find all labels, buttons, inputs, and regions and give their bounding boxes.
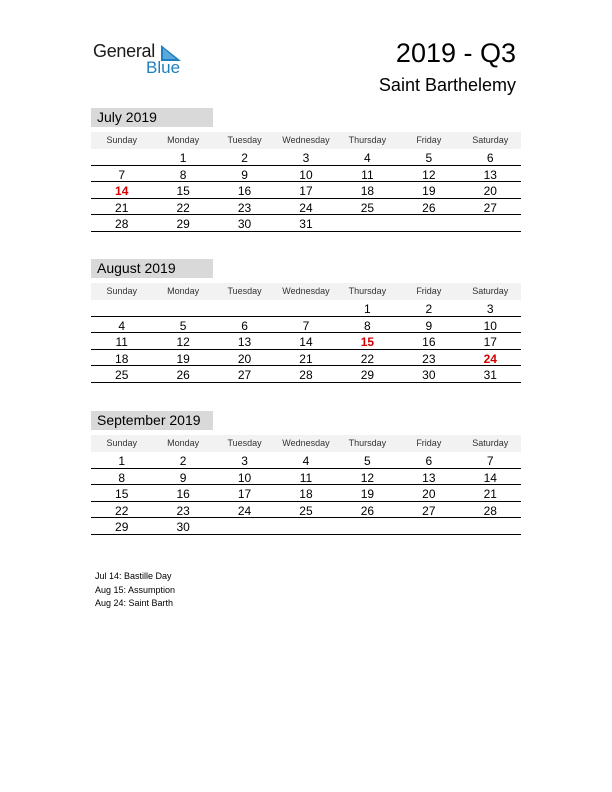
calendar-grid (91, 132, 521, 232)
day-cell: 10 (237, 470, 252, 485)
day-cell (214, 518, 275, 534)
weekday-header: Tuesday (227, 438, 262, 448)
day-cell: 29 (176, 217, 190, 232)
day-cell (91, 300, 152, 316)
day-cell: 26 (176, 368, 190, 383)
day-cell: 21 (115, 200, 129, 215)
month-label: August 2019 (91, 259, 213, 278)
day-cell: 30 (176, 520, 190, 535)
day-cell: 26 (360, 503, 375, 518)
day-cell: 22 (360, 351, 375, 366)
weekday-header-row (91, 283, 521, 300)
day-cell: 8 (179, 167, 187, 182)
day-cell: 7 (118, 167, 126, 182)
week-row (91, 199, 521, 216)
day-cell: 3 (302, 151, 310, 165)
day-cell (398, 215, 459, 231)
day-cell: 25 (360, 200, 375, 215)
day-cell: 4 (118, 318, 126, 333)
day-cell: 17 (237, 487, 252, 502)
logo-general-text: General (93, 41, 155, 61)
day-cell (275, 518, 336, 534)
day-cell: 27 (422, 503, 436, 518)
day-cell: 11 (361, 167, 374, 182)
weekday-header: Tuesday (227, 286, 262, 296)
day-cell (337, 215, 398, 231)
day-cell: 31 (299, 217, 313, 232)
logo-blue-text: Blue (146, 58, 181, 77)
day-cell: 23 (176, 503, 190, 518)
day-cell: 15 (115, 487, 129, 502)
day-cell: 23 (422, 351, 436, 366)
day-cell (275, 300, 336, 316)
day-cell: 4 (364, 151, 371, 165)
day-cell: 19 (360, 487, 375, 502)
week-row (91, 149, 521, 166)
weekday-header: Wednesday (282, 286, 330, 296)
logo (93, 41, 193, 81)
day-cell (398, 518, 459, 534)
week-row (91, 502, 521, 519)
day-cell: 21 (299, 351, 313, 366)
day-cell: 1 (118, 454, 126, 468)
day-cell: 24 (237, 503, 252, 518)
day-cell: 19 (422, 184, 436, 199)
weekday-header: Wednesday (282, 135, 330, 145)
day-cell: 1 (179, 151, 187, 165)
day-cell: 15 (176, 184, 190, 199)
weekday-header: Sunday (106, 286, 137, 296)
weekday-header: Sunday (106, 135, 137, 145)
day-cell: 26 (422, 200, 436, 215)
weekday-header: Tuesday (227, 135, 262, 145)
weekday-header: Monday (167, 438, 200, 448)
week-row (91, 350, 521, 367)
day-cell: 17 (483, 335, 497, 350)
calendar-grid (91, 283, 521, 383)
day-cell (460, 215, 521, 231)
day-cell: 12 (422, 167, 436, 182)
day-cell: 20 (422, 487, 436, 502)
day-cell: 7 (486, 454, 494, 468)
day-cell: 18 (299, 487, 313, 502)
weekday-header-row (91, 132, 521, 149)
holiday-day-cell: 15 (360, 335, 375, 350)
day-cell: 27 (237, 368, 252, 383)
day-cell: 19 (176, 351, 190, 366)
day-cell: 28 (483, 503, 497, 518)
day-cell: 20 (237, 351, 252, 366)
day-cell: 4 (302, 454, 310, 468)
week-row (91, 182, 521, 199)
day-cell (91, 149, 152, 165)
day-cell (337, 518, 398, 534)
weekday-header: Wednesday (282, 438, 330, 448)
day-cell: 10 (299, 167, 313, 182)
day-cell: 29 (115, 520, 129, 535)
week-row (91, 518, 521, 535)
weekday-header: Saturday (472, 135, 509, 145)
week-row (91, 215, 521, 232)
weekday-header: Thursday (348, 135, 387, 145)
day-cell: 13 (237, 335, 252, 350)
day-cell: 1 (364, 302, 371, 316)
day-cell (460, 518, 521, 534)
weekday-header-row (91, 435, 521, 452)
holiday-note: Aug 15: Assumption (95, 584, 176, 595)
day-cell: 13 (422, 470, 436, 485)
page-subtitle: Saint Barthelemy (378, 75, 516, 95)
day-cell: 30 (422, 368, 436, 383)
day-cell: 27 (483, 200, 497, 215)
day-cell: 12 (360, 470, 375, 485)
weekday-header: Friday (416, 286, 442, 296)
day-cell: 9 (179, 470, 187, 485)
day-cell: 5 (425, 151, 433, 165)
day-cell: 8 (364, 318, 371, 333)
day-cell: 8 (118, 470, 126, 485)
weekday-header: Saturday (472, 438, 509, 448)
day-cell: 20 (483, 184, 497, 199)
day-cell: 25 (299, 503, 313, 518)
month-label: July 2019 (91, 108, 213, 127)
day-cell: 6 (241, 318, 248, 333)
week-row (91, 485, 521, 502)
week-row (91, 452, 521, 469)
day-cell: 2 (241, 151, 248, 165)
day-cell: 6 (425, 454, 433, 468)
week-row (91, 300, 521, 317)
day-cell: 9 (241, 167, 248, 182)
weekday-header: Thursday (348, 438, 387, 448)
day-cell: 28 (299, 368, 313, 383)
day-cell: 3 (486, 302, 494, 316)
page-title: 2019 - Q3 (395, 38, 516, 68)
day-cell: 14 (483, 470, 497, 485)
day-cell: 17 (299, 184, 313, 199)
day-cell: 6 (486, 151, 494, 165)
week-row (91, 317, 521, 334)
weekday-header: Friday (416, 438, 442, 448)
weekday-header: Friday (416, 135, 442, 145)
day-cell: 2 (425, 302, 433, 316)
week-row (91, 333, 521, 350)
holiday-note: Aug 24: Saint Barth (95, 598, 174, 608)
day-cell: 23 (237, 200, 252, 215)
day-cell: 22 (176, 200, 190, 215)
holiday-day-cell: 14 (115, 184, 129, 199)
day-cell: 12 (176, 335, 190, 350)
day-cell: 5 (364, 454, 371, 468)
weekday-header: Saturday (472, 286, 509, 296)
day-cell (152, 300, 213, 316)
day-cell: 16 (422, 335, 436, 350)
holiday-note: Jul 14: Bastille Day (95, 571, 172, 581)
holiday-notes (95, 570, 175, 611)
month-label: September 2019 (91, 411, 213, 430)
day-cell: 29 (360, 368, 375, 383)
week-row (91, 166, 521, 183)
day-cell: 22 (115, 503, 129, 518)
holiday-day-cell: 24 (483, 351, 497, 366)
day-cell: 10 (483, 318, 497, 333)
day-cell: 9 (425, 318, 433, 333)
weekday-header: Monday (167, 135, 200, 145)
day-cell: 24 (299, 200, 313, 215)
day-cell: 25 (115, 368, 129, 383)
week-row (91, 366, 521, 383)
day-cell: 21 (483, 487, 497, 502)
weekday-header: Monday (167, 286, 200, 296)
weekday-header: Thursday (348, 286, 387, 296)
day-cell: 13 (483, 167, 497, 182)
day-cell: 11 (299, 470, 313, 485)
day-cell: 2 (179, 454, 187, 468)
week-row (91, 469, 521, 486)
day-cell: 28 (115, 217, 129, 232)
weekday-header: Sunday (106, 438, 137, 448)
day-cell: 3 (241, 454, 248, 468)
day-cell: 16 (237, 184, 252, 199)
day-cell: 18 (360, 184, 375, 199)
day-cell: 31 (483, 368, 497, 383)
day-cell (214, 300, 275, 316)
day-cell: 16 (176, 487, 190, 502)
calendar-grid (91, 435, 521, 535)
day-cell: 7 (302, 318, 310, 333)
day-cell: 14 (299, 335, 313, 350)
day-cell: 11 (115, 335, 128, 350)
day-cell: 5 (179, 318, 187, 333)
day-cell: 18 (115, 351, 129, 366)
day-cell: 30 (237, 217, 252, 232)
